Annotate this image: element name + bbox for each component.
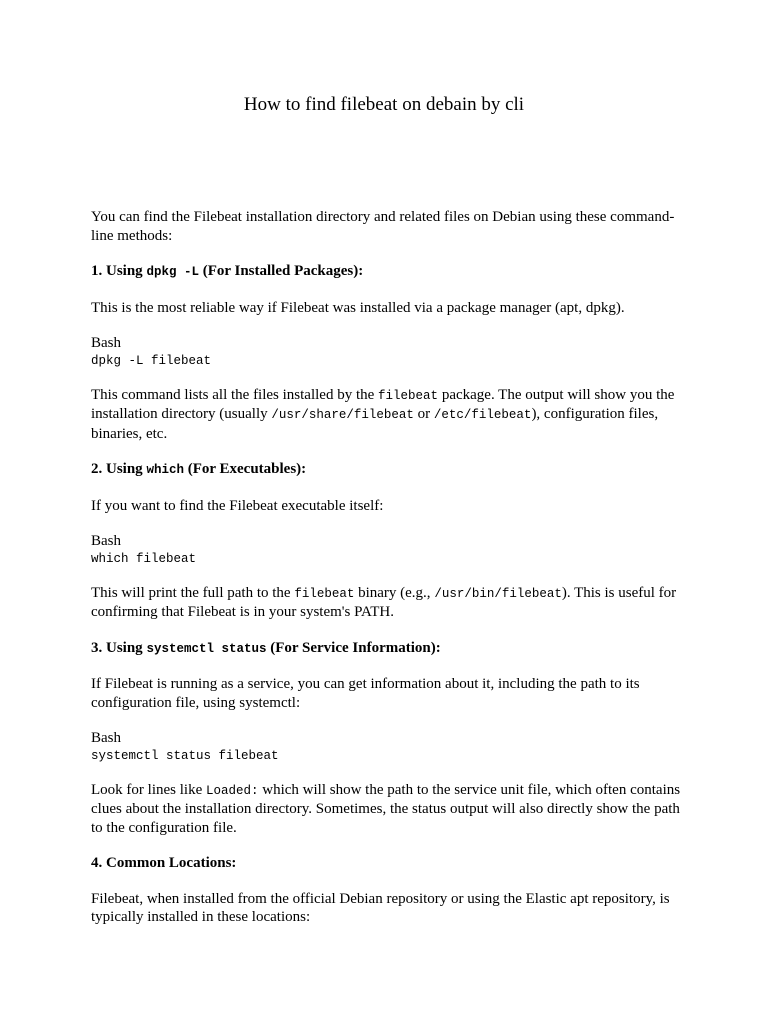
section-2-explanation <box>91 584 681 622</box>
section-1-heading-num: 1. Using <box>91 263 147 279</box>
section-1-explanation <box>91 386 681 444</box>
section-1-code-language: Bash <box>91 335 121 351</box>
text-run: binary (e.g., <box>354 584 435 601</box>
section-3-code-language: Bash <box>91 730 121 746</box>
section-2-description: If you want to find the Filebeat executable itself: <box>91 497 384 514</box>
section-2-heading-code: which <box>146 463 184 477</box>
text-run: This will print the full path to the <box>91 584 295 601</box>
page-title: How to find filebeat on debain by cli <box>243 94 525 115</box>
inline-code: filebeat <box>294 586 355 601</box>
text-run: package. The output will show you the installation directory (usually <box>91 386 675 422</box>
text-run: ), configuration files, binaries, etc. <box>91 406 659 442</box>
inline-code: /etc/filebeat <box>433 408 532 422</box>
section-3-code-block <box>91 729 681 764</box>
intro-paragraph: You can find the Filebeat installation directory and related files on Debian using these command-line methods: <box>91 209 675 244</box>
inline-code: /usr/share/filebeat <box>271 408 414 422</box>
inline-code: Loaded: <box>205 783 259 798</box>
section-1-code-block <box>91 334 681 369</box>
section-2-heading-num: 2. Using <box>91 461 147 477</box>
section-2-code-block <box>91 532 681 567</box>
section-3-code-line[interactable]: systemctl status filebeat <box>91 748 279 763</box>
section-2-code-language: Bash <box>91 533 121 549</box>
document-body <box>91 208 681 944</box>
section-3-explanation <box>91 781 681 838</box>
section-2-code-line[interactable]: which filebeat <box>91 551 197 566</box>
section-3-heading-num: 3. Using <box>91 639 147 656</box>
section-1-heading <box>91 262 681 282</box>
section-2-heading <box>91 460 681 480</box>
section-3-heading-rest: (For Service Information): <box>266 639 441 656</box>
section-1-heading-rest: (For Installed Packages): <box>198 263 364 279</box>
inline-code: filebeat <box>378 388 439 403</box>
section-3-heading-code: systemctl status <box>146 641 267 656</box>
text-run: or <box>413 406 434 422</box>
section-4-description: Filebeat, when installed from the official Debian repository or using the Elastic apt repository, is typically installed in these locations: <box>91 890 670 925</box>
section-1-heading-code: dpkg -L <box>146 265 199 279</box>
text-run: ). This is useful for confirming that Filebeat is in your system's PATH. <box>91 584 677 620</box>
section-1-code-line[interactable]: dpkg -L filebeat <box>91 353 212 368</box>
text-run: which will show the path to the service unit file, which often contains clues about the installation directory. Sometimes, the status output will also directly show the path to the configuration file. <box>91 781 681 836</box>
section-3-description: If Filebeat is running as a service, you can get information about it, including the path to its configuration file, using systemctl: <box>91 676 640 711</box>
text-run: Look for lines like <box>91 781 206 798</box>
inline-code: /usr/bin/filebeat <box>434 586 562 601</box>
section-4-heading: 4. Common Locations: <box>91 855 237 871</box>
section-3-heading <box>91 639 681 659</box>
text-run: This command lists all the files installed by the <box>91 386 379 403</box>
section-1-description: This is the most reliable way if Filebeat was installed via a package manager (apt, dpkg). <box>91 299 625 316</box>
section-2-heading-rest: (For Executables): <box>183 461 307 477</box>
